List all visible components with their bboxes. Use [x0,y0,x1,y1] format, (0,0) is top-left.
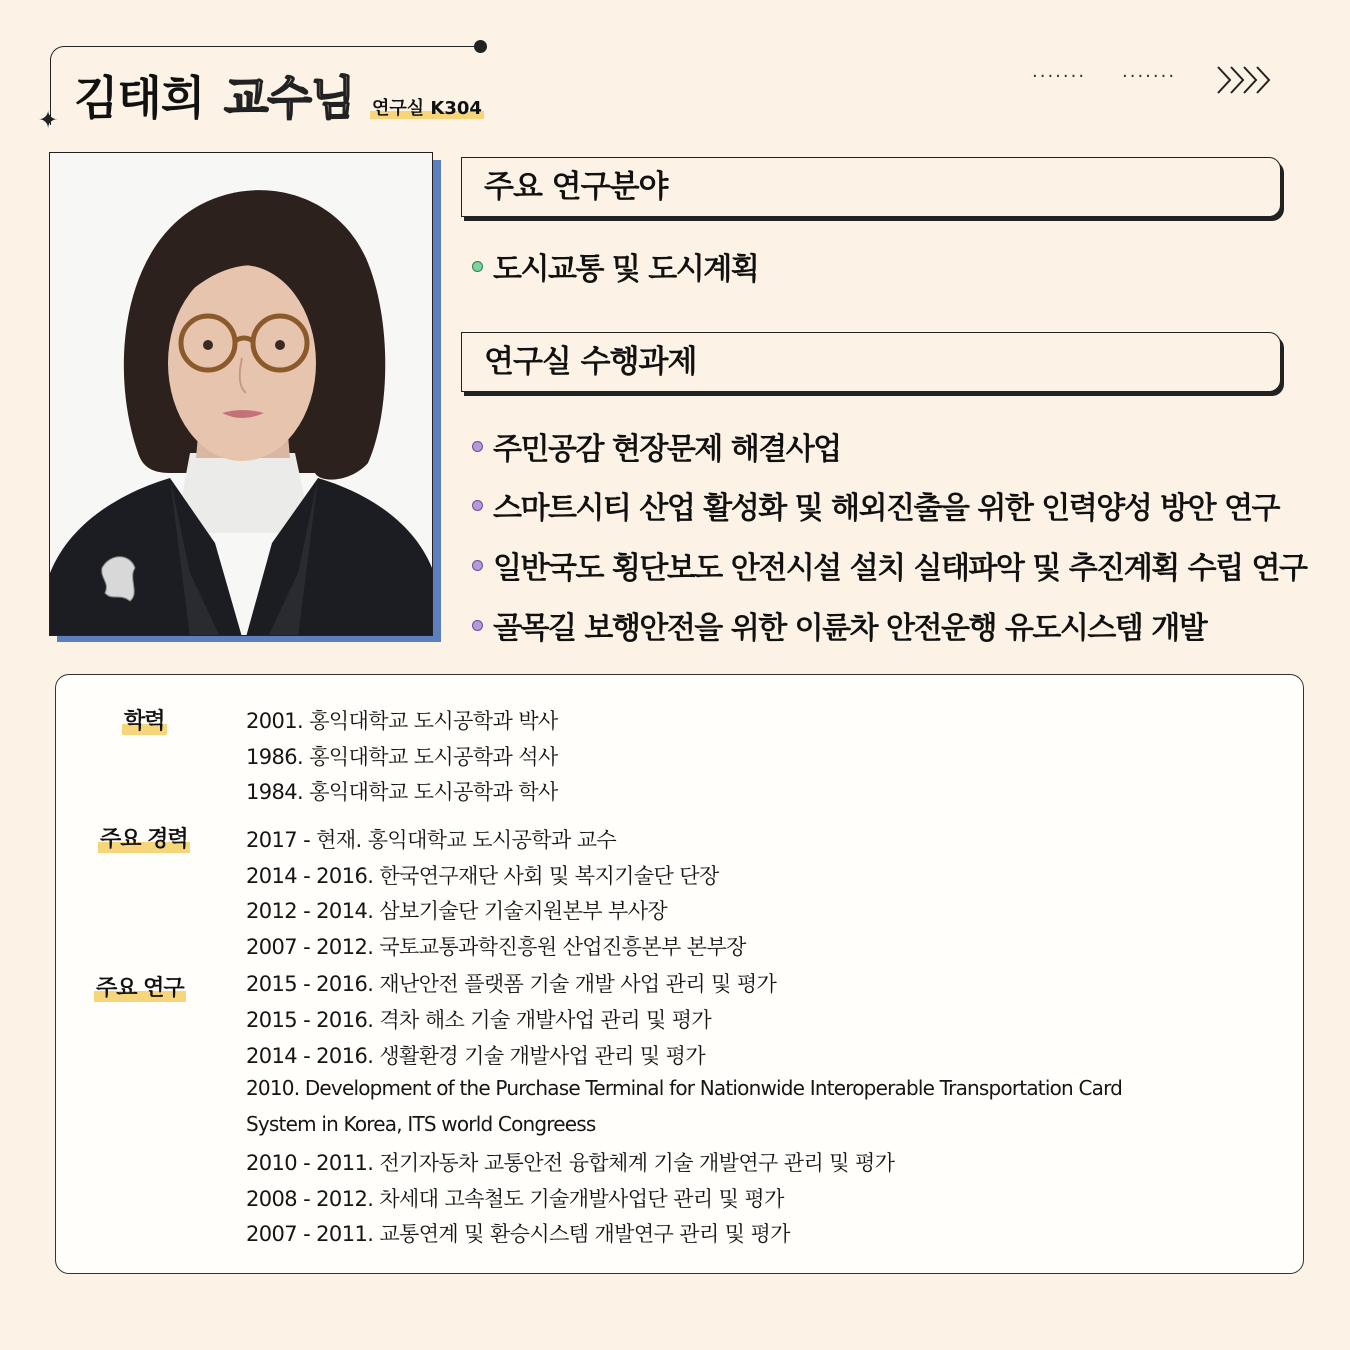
lab-project-text: 스마트시티 산업 활성화 및 해외진출을 위한 인력양성 방안 연구 [493,491,1280,526]
research-line: 2010 - 2011. 전기자동차 교통안전 융합체계 기술 개발연구 관리 및 평가 [246,1151,895,1175]
research-line: 2015 - 2016. 격차 해소 기술 개발사업 관리 및 평가 [246,1008,712,1032]
bullet-icon [472,261,483,272]
lab-project-text: 골목길 보행안전을 위한 이륜차 안전운행 유도시스템 개발 [493,611,1207,646]
research-line: 2014 - 2016. 생활환경 기술 개발사업 관리 및 평가 [246,1044,706,1068]
research-line: 2007 - 2011. 교통연계 및 환승시스템 개발연구 관리 및 평가 [246,1222,790,1246]
dotted-line-icon: ······· [1032,66,1087,87]
research-label: 주요 연구 [94,971,186,1002]
lab-room [370,94,484,120]
dotted-line-icon: ······· [1122,66,1177,87]
bullet-icon [472,620,483,631]
professor-photo [49,152,433,636]
research-line: System in Korea, ITS world Congreess [246,1112,596,1136]
education-line: 1986. 홍익대학교 도시공학과 석사 [246,745,558,769]
education-line: 1984. 홍익대학교 도시공학과 학사 [246,780,558,804]
lab-project-item [472,603,1206,647]
lab-room-text: 연구실 K304 [372,98,482,119]
research-line: 2015 - 2016. 재난안전 플랫폼 기술 개발 사업 관리 및 평가 [246,972,777,996]
research-field-heading: 주요 연구분야 [461,157,1281,217]
education-label: 학력 [122,704,167,735]
research-field-item [472,244,758,288]
career-label: 주요 경력 [98,822,190,853]
lab-project-text: 주민공감 현장문제 해결사업 [493,432,841,467]
lab-project-item [472,483,1279,527]
lab-project-item [472,543,1307,587]
career-line: 2012 - 2014. 삼보기술단 기술지원본부 부사장 [246,899,668,923]
research-field-text: 도시교통 및 도시계획 [493,252,759,287]
research-line: 2010. Development of the Purchase Terminal for Nationwide Interoperable Transportation Card [246,1076,1123,1100]
career-line: 2007 - 2012. 국토교통과학진흥원 산업진흥본부 본부장 [246,935,746,959]
bullet-icon [472,500,483,511]
research-line: 2008 - 2012. 차세대 고속철도 기술개발사업단 관리 및 평가 [246,1187,784,1211]
lab-project-item [472,424,841,468]
header-dot [474,40,487,53]
chevron-arrows-icon [1214,62,1278,102]
professor-title: 교수님 [224,71,355,125]
career-line: 2014 - 2016. 한국연구재단 사회 및 복지기술단 단장 [246,864,719,888]
bullet-icon [472,560,483,571]
star-icon: ✦ [38,106,59,134]
professor-name: 김태희 [74,71,205,125]
bullet-icon [472,441,483,452]
education-line: 2001. 홍익대학교 도시공학과 박사 [246,709,558,733]
career-line: 2017 - 현재. 홍익대학교 도시공학과 교수 [246,828,617,852]
lab-projects-heading: 연구실 수행과제 [461,332,1281,392]
lab-project-text: 일반국도 횡단보도 안전시설 설치 실태파악 및 추진계획 수립 연구 [493,551,1307,586]
